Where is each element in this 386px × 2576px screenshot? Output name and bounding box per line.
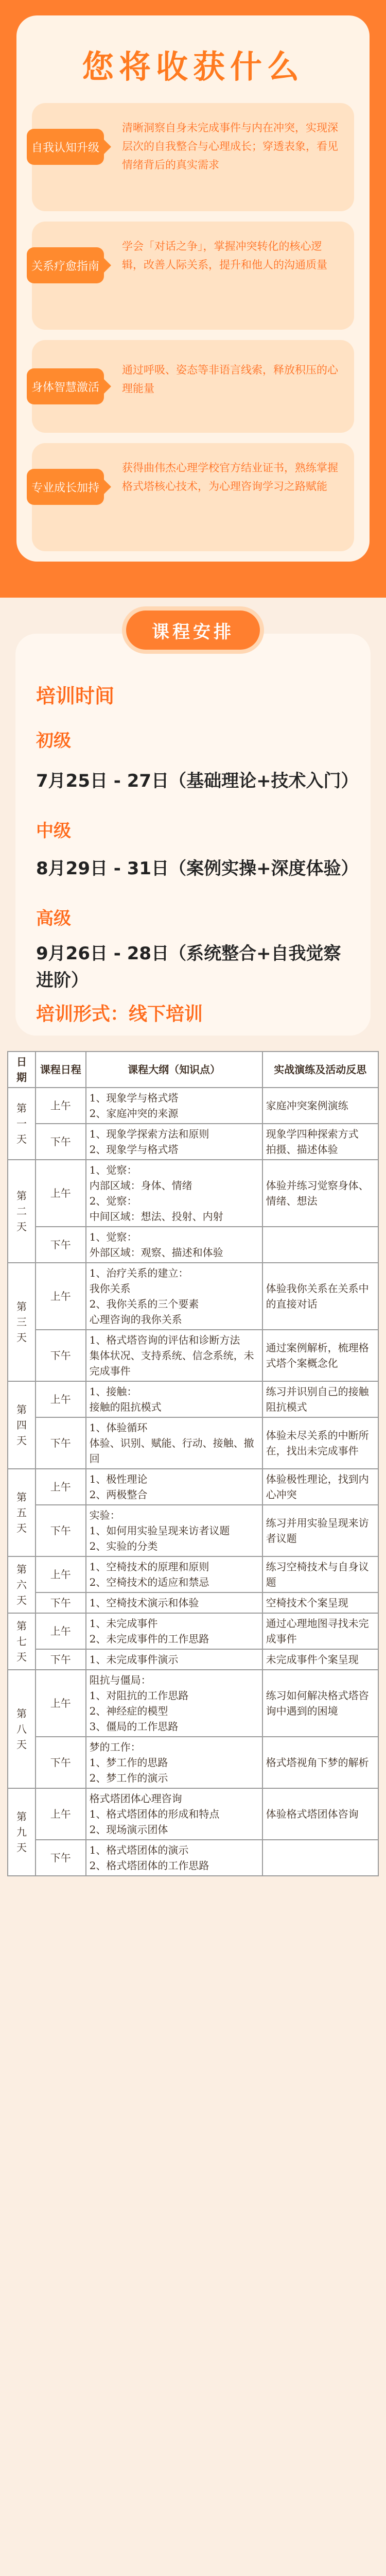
outline-cell: [86, 1613, 262, 1649]
outline-cell: [86, 1469, 262, 1505]
table-row: [8, 1840, 378, 1876]
outline-line: 1、未完成事件演示: [89, 1653, 179, 1666]
day-cell: 第六天: [8, 1556, 36, 1613]
outline-line: 1、觉察：: [89, 1231, 137, 1243]
session-cell: 上午: [36, 1381, 86, 1417]
outline-line: 2、实验的分类: [89, 1540, 158, 1552]
outline-cell: [86, 1649, 262, 1670]
gain-item-tag: 身体智慧激活: [27, 368, 104, 404]
outline-line: 2、空椅技术的适应和禁忌: [89, 1576, 209, 1588]
outline-line: 1、体验循环: [89, 1421, 148, 1434]
training-format: 培训形式：线下培训: [36, 1004, 203, 1025]
outline-cell: [86, 1840, 262, 1876]
outline-cell: [86, 1263, 262, 1330]
practice-line: 练习并用实验呈现来访者议题: [266, 1517, 369, 1545]
table-row: [8, 1417, 378, 1469]
outline-cell: [86, 1124, 262, 1160]
day-cell: 第五天: [8, 1469, 36, 1556]
table-row: [8, 1649, 378, 1670]
schedule-heading: 培训时间: [36, 685, 115, 707]
session-cell: 上午: [36, 1670, 86, 1737]
practice-cell: [262, 1505, 378, 1556]
day-cell: 第一天: [8, 1088, 36, 1160]
practice-line: 拍摄、描述体验: [266, 1143, 338, 1156]
gain-item-tag: 关系疗愈指南: [27, 247, 104, 283]
session-cell: 上午: [36, 1788, 86, 1840]
outline-line: 中间区域：想法、投射、内射: [89, 1210, 223, 1223]
outline-line: 2、现象学与格式塔: [89, 1143, 179, 1156]
outline-line: 心理咨询的我你关系: [89, 1313, 182, 1326]
outline-line: 1、空椅技术演示和体验: [89, 1597, 199, 1609]
outline-line: 阻抗与僵局：: [89, 1674, 151, 1686]
session-cell: 上午: [36, 1160, 86, 1227]
session-cell: 下午: [36, 1840, 86, 1876]
table-row: [8, 1592, 378, 1613]
outline-line: 1、梦工作的思路: [89, 1756, 168, 1769]
session-cell: 上午: [36, 1556, 86, 1592]
practice-line: 空椅技术个案呈现: [266, 1597, 348, 1609]
practice-line: 现象学四种探索方式: [266, 1128, 359, 1140]
outline-line: 集体状况、支持系统、信念系统，未完成事件: [89, 1349, 254, 1377]
table-header-row: [8, 1052, 378, 1088]
outline-line: 接触的阻抗模式: [89, 1401, 162, 1413]
level-dates: 9月26日 - 28日（系统整合+自我觉察进阶）: [36, 943, 341, 991]
outline-line: 1、格式塔团体的形成和特点: [89, 1808, 220, 1820]
gain-item: [32, 222, 354, 330]
col-date: 日期: [8, 1052, 36, 1088]
outline-line: 1、极性理论: [89, 1473, 148, 1485]
outline-line: 1、未完成事件: [89, 1617, 158, 1630]
outline-line: 外部区域：观察、描述和体验: [89, 1246, 223, 1259]
session-cell: 下午: [36, 1124, 86, 1160]
outline-cell: [86, 1417, 262, 1469]
outline-cell: [86, 1788, 262, 1840]
col-outline: 课程大纲（知识点）: [86, 1052, 262, 1088]
col-practice: 实战演练及活动反思: [262, 1052, 378, 1088]
outline-line: 2、家庭冲突的来源: [89, 1107, 179, 1120]
course-table-body: [8, 1088, 378, 1876]
practice-cell: [262, 1788, 378, 1840]
session-cell: 下午: [36, 1330, 86, 1381]
session-cell: 下午: [36, 1505, 86, 1556]
session-cell: 下午: [36, 1417, 86, 1469]
practice-line: 体验并练习觉察身体、情绪、想法: [266, 1179, 369, 1207]
gain-item-text: 学会「对话之争」，掌握冲突转化的核心逻辑，改善人际关系，提升和他人的沟通质量: [122, 240, 327, 271]
outline-cell: [86, 1330, 262, 1381]
outline-line: 2、现场演示团体: [89, 1823, 168, 1836]
session-cell: 下午: [36, 1227, 86, 1263]
practice-cell: [262, 1160, 378, 1227]
outline-line: 2、神经症的模型: [89, 1705, 168, 1717]
outline-cell: [86, 1505, 262, 1556]
schedule-card: [15, 634, 371, 1036]
day-cell: 第七天: [8, 1613, 36, 1670]
schedule-pill: 课程安排: [126, 611, 260, 650]
table-row: [8, 1469, 378, 1505]
practice-line: 体验未尽关系的中断所在，找出未完成事件: [266, 1429, 369, 1457]
practice-line: 练习空椅技术与自身议题: [266, 1561, 369, 1588]
practice-cell: [262, 1613, 378, 1649]
level-name: 中级: [36, 821, 71, 841]
session-cell: 上午: [36, 1263, 86, 1330]
practice-line: 通过心理地图寻找未完成事件: [266, 1617, 369, 1645]
practice-cell: [262, 1469, 378, 1505]
day-cell: 第三天: [8, 1263, 36, 1381]
outline-line: 1、如何用实验呈现来访者议题: [89, 1524, 230, 1537]
gain-item-tag: 专业成长加持: [27, 469, 104, 505]
gain-item-tag: 自我认知升级: [27, 129, 104, 165]
outline-line: 2、格式塔团体的工作思路: [89, 1859, 209, 1872]
outline-line: 体验、识别、赋能、行动、接触、撤回: [89, 1437, 254, 1465]
table-row: [8, 1263, 378, 1330]
practice-cell: [262, 1227, 378, 1263]
outline-line: 内部区域：身体、情绪: [89, 1179, 192, 1192]
practice-cell: [262, 1592, 378, 1613]
session-cell: 上午: [36, 1088, 86, 1124]
outline-line: 我你关系: [89, 1282, 131, 1295]
outline-line: 1、对阻抗的工作思路: [89, 1689, 189, 1702]
practice-line: 未完成事件个案呈现: [266, 1653, 359, 1666]
practice-cell: [262, 1417, 378, 1469]
table-row: [8, 1737, 378, 1788]
level-dates: 8月29日 - 31日（案例实操+深度体验）: [36, 858, 359, 879]
gain-card: [16, 15, 370, 562]
practice-cell: [262, 1088, 378, 1124]
table-row: [8, 1088, 378, 1124]
outline-line: 实验：: [89, 1509, 120, 1521]
day-cell: 第四天: [8, 1381, 36, 1469]
level-name: 高级: [36, 908, 71, 929]
level-name: 初级: [36, 731, 71, 751]
outline-line: 2、觉察：: [89, 1195, 137, 1207]
day-cell: 第九天: [8, 1788, 36, 1876]
gain-item-text: 清晰洞察自身未完成事件与内在冲突，实现深层次的自我整合与心理成长；穿透表象，看见情绪背后的真实需求: [122, 122, 338, 171]
level-dates: 7月25日 - 27日（基础理论+技术入门）: [36, 771, 359, 791]
practice-cell: [262, 1556, 378, 1592]
outline-cell: [86, 1556, 262, 1592]
table-row: [8, 1381, 378, 1417]
practice-line: 体验极性理论，找到内心冲突: [266, 1473, 369, 1501]
practice-cell: [262, 1670, 378, 1737]
gain-item-text: 通过呼吸、姿态等非语言线索，释放积压的心理能量: [122, 364, 338, 395]
outline-line: 1、接触：: [89, 1385, 137, 1398]
day-cell: 第二天: [8, 1160, 36, 1263]
outline-line: 1、空椅技术的原理和原则: [89, 1561, 209, 1573]
practice-line: 格式塔视角下梦的解析: [266, 1756, 369, 1769]
practice-cell: [262, 1381, 378, 1417]
practice-line: 练习如何解决格式塔咨询中遇到的困境: [266, 1689, 369, 1717]
gain-item-text: 获得曲伟杰心理学校官方结业证书，熟练掌握格式塔核心技术，为心理咨询学习之路赋能: [122, 462, 338, 493]
outline-cell: [86, 1088, 262, 1124]
table-row: [8, 1670, 378, 1737]
outline-line: 2、未完成事件的工作思路: [89, 1633, 209, 1645]
practice-line: 通过案例解析，梳理格式塔个案概念化: [266, 1342, 369, 1369]
practice-cell: [262, 1263, 378, 1330]
gain-section: [0, 0, 386, 598]
outline-line: 梦的工作：: [89, 1741, 141, 1753]
practice-cell: [262, 1840, 378, 1876]
course-table: [7, 1051, 379, 1876]
outline-line: 1、现象学探索方法和原则: [89, 1128, 209, 1140]
table-row: [8, 1227, 378, 1263]
table-row: [8, 1124, 378, 1160]
outline-cell: [86, 1381, 262, 1417]
table-row: [8, 1330, 378, 1381]
practice-cell: [262, 1649, 378, 1670]
session-cell: 上午: [36, 1613, 86, 1649]
table-row: [8, 1613, 378, 1649]
outline-line: 1、格式塔咨询的评估和诊断方法: [89, 1334, 240, 1346]
outline-line: 2、梦工作的演示: [89, 1772, 168, 1784]
table-row: [8, 1556, 378, 1592]
practice-cell: [262, 1737, 378, 1788]
gain-title: 您将收获什么: [81, 48, 304, 86]
session-cell: 下午: [36, 1737, 86, 1788]
outline-line: 2、两极整合: [89, 1488, 148, 1501]
practice-cell: [262, 1330, 378, 1381]
outline-line: 1、觉察：: [89, 1164, 137, 1176]
outline-line: 3、僵局的工作思路: [89, 1720, 179, 1733]
outline-line: 格式塔团体心理咨询: [89, 1792, 182, 1805]
table-row: [8, 1160, 378, 1227]
table-row: [8, 1505, 378, 1556]
outline-cell: [86, 1670, 262, 1737]
outline-line: 1、格式塔团体的演示: [89, 1844, 189, 1856]
gain-item: [32, 340, 354, 433]
outline-cell: [86, 1160, 262, 1227]
session-cell: 下午: [36, 1592, 86, 1613]
practice-line: 家庭冲突案例演练: [266, 1099, 348, 1112]
practice-line: 体验格式塔团体咨询: [266, 1808, 359, 1820]
practice-line: 练习并识别自己的接触阻抗模式: [266, 1385, 369, 1413]
day-cell: 第八天: [8, 1670, 36, 1788]
session-cell: 上午: [36, 1469, 86, 1505]
outline-cell: [86, 1737, 262, 1788]
gain-item: [32, 103, 354, 211]
outline-line: 2、我你关系的三个要素: [89, 1298, 199, 1310]
table-row: [8, 1788, 378, 1840]
col-session: 课程日程: [36, 1052, 86, 1088]
session-cell: 下午: [36, 1649, 86, 1670]
outline-line: 1、治疗关系的建立：: [89, 1267, 189, 1279]
outline-line: 1、现象学与格式塔: [89, 1092, 179, 1104]
outline-cell: [86, 1592, 262, 1613]
outline-cell: [86, 1227, 262, 1263]
gain-item: [32, 443, 354, 551]
practice-line: 体验我你关系在关系中的直接对话: [266, 1282, 369, 1310]
practice-cell: [262, 1124, 378, 1160]
